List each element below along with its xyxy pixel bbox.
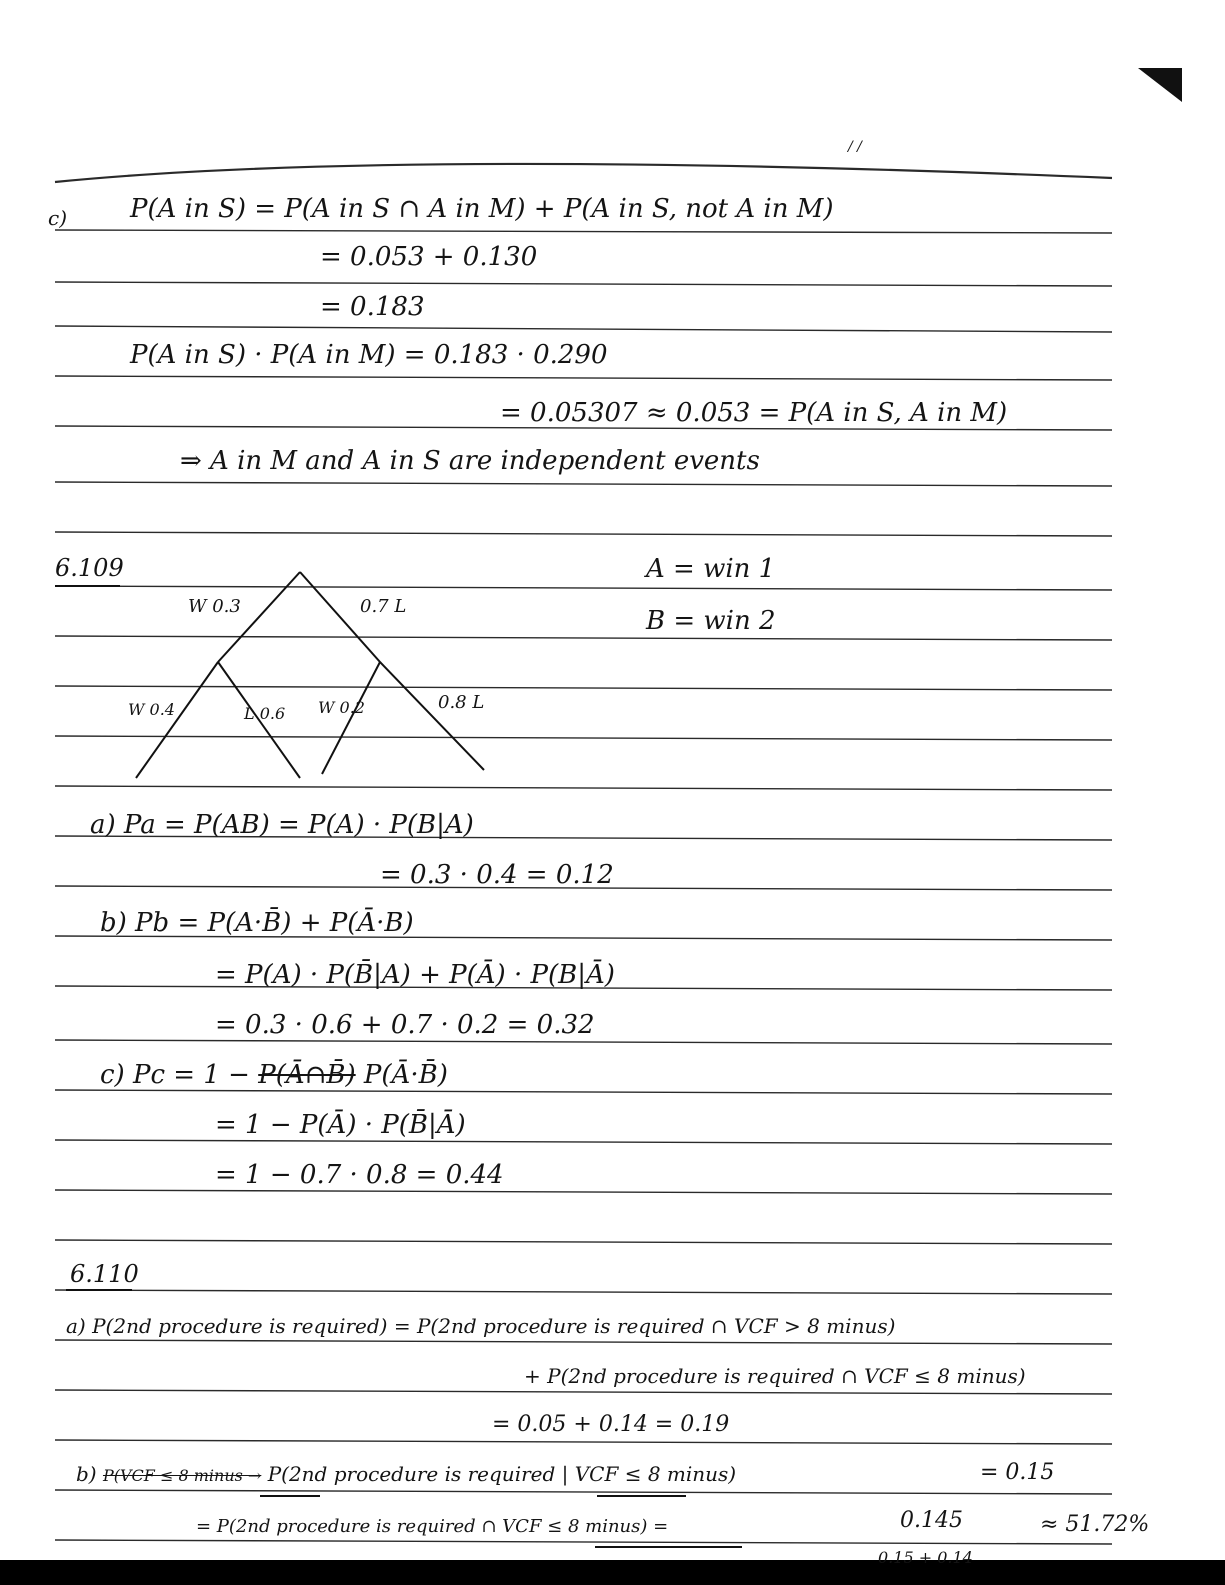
conditional-probability: P(2nd procedure is required | VCF ≤ 8 minus) xyxy=(267,1462,737,1486)
part-a-110-line-3: = 0.05 + 0.14 = 0.19 xyxy=(492,1412,730,1437)
tree-label-right-top: 0.7 L xyxy=(360,596,407,617)
part-c-109-line-2: = 1 − P(Ā) · P(B̄|Ā) xyxy=(215,1110,466,1140)
part-b-line-3: = 0.3 · 0.6 + 0.7 · 0.2 = 0.32 xyxy=(215,1010,595,1040)
crossed-out-term: P(Ā∩B̄) xyxy=(258,1060,356,1090)
part-b-110-line-2: = P(2nd procedure is required ∩ VCF ≤ 8 minus) = xyxy=(196,1516,669,1537)
fraction-numerator: 0.145 xyxy=(900,1508,963,1533)
part-c-marker: c) xyxy=(48,206,68,230)
date-field: / / xyxy=(848,139,862,155)
part-c-109-line-3: = 1 − 0.7 · 0.8 = 0.44 xyxy=(215,1160,504,1190)
part-c-109-end: P(Ā·B̄) xyxy=(363,1060,448,1090)
fraction-denominator-partial: 0.15 + 0.14 xyxy=(878,1548,973,1567)
part-b-line-1: b) Pb = P(A·B̄) + P(Ā·B) xyxy=(100,908,414,938)
part-c-109-line-1 xyxy=(100,1062,448,1088)
legend-b: B = win 2 xyxy=(646,606,776,636)
part-c-line-2: = 0.053 + 0.130 xyxy=(320,242,538,272)
part-c-line-4: P(A in S) · P(A in M) = 0.183 · 0.290 xyxy=(130,340,608,370)
part-c-109-start: c) Pc = 1 − xyxy=(100,1060,250,1090)
tree-label-left-top: W 0.3 xyxy=(188,596,241,617)
tree-label-left-right: L 0.6 xyxy=(244,704,286,723)
part-a-line-2: = 0.3 · 0.4 = 0.12 xyxy=(380,860,614,890)
part-a-line-1: a) Pa = P(AB) = P(A) · P(B|A) xyxy=(90,810,474,840)
legend-a: A = win 1 xyxy=(646,554,776,584)
problem-number-6-109: 6.109 xyxy=(55,554,124,582)
part-c-line-3: = 0.183 xyxy=(320,292,425,322)
tree-label-right-right: 0.8 L xyxy=(438,692,485,713)
final-result: ≈ 51.72% xyxy=(1040,1512,1150,1537)
part-c-conclusion: ⇒ A in M and A in S are independent events xyxy=(180,446,760,476)
part-b-line-2: = P(A) · P(B̄|A) + P(Ā) · P(B|Ā) xyxy=(215,960,615,990)
tree-label-left-left: W 0.4 xyxy=(128,700,175,719)
part-b-110-line-1 xyxy=(76,1464,736,1484)
part-b-110-value: = 0.15 xyxy=(980,1460,1055,1485)
page-corner-mark xyxy=(1138,68,1182,102)
part-c-line-1: P(A in S) = P(A in S ∩ A in M) + P(A in S, not A in M) xyxy=(130,194,834,224)
crossed-out-term: P(VCF ≤ 8 minus → xyxy=(102,1466,262,1485)
part-a-110-line-1: a) P(2nd procedure is required) = P(2nd procedure is required ∩ VCF > 8 minus) xyxy=(66,1314,896,1338)
part-c-line-5: = 0.05307 ≈ 0.053 = P(A in S, A in M) xyxy=(500,398,1008,428)
part-a-110-line-2: + P(2nd procedure is required ∩ VCF ≤ 8 minus) xyxy=(524,1364,1026,1388)
problem-number-6-110: 6.110 xyxy=(70,1260,139,1288)
tree-label-right-left: W 0.2 xyxy=(318,698,365,717)
part-b-110-marker: b) xyxy=(76,1462,97,1486)
